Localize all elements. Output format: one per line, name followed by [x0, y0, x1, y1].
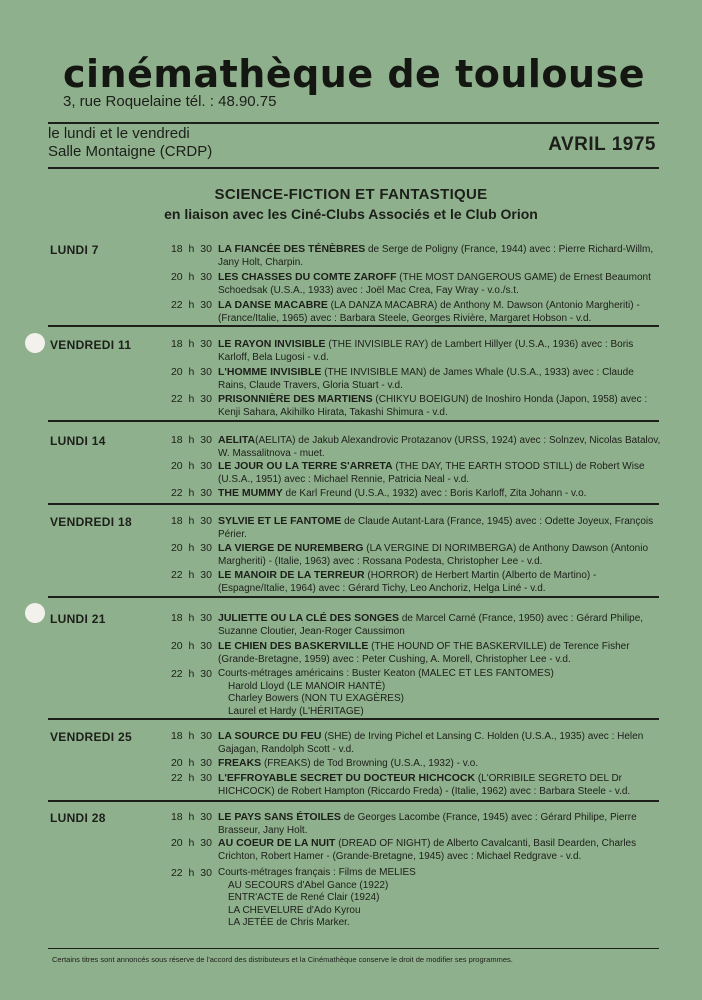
film-details: de Karl Freund (U.S.A., 1932) avec : Boris Karloff, Zita Johann - v.o.	[282, 488, 587, 499]
film-details: (CHIKYU BOEIGUN) de Inoshiro Honda (Japon, 1958) avec : Kenji Sahara, Akihilko Hirata, Takashi Shimura - v.d.	[218, 394, 648, 418]
film-details: Courts-métrages français : Films de MELIES	[218, 867, 416, 878]
film-details: de Serge de Poligny (France, 1944) avec : Pierre Richard-Willm, Jany Holt, Charpin.	[218, 244, 654, 268]
film-details: (DREAD OF NIGHT) de Alberto Cavalcanti, Basil Dearden, Charles Crichton, Robert Hamer - (Grande-Bretagne, 1945) avec : Michael Redgrave - v.d.	[218, 838, 637, 862]
screening-time: 20 h 30	[170, 460, 212, 472]
film-title: LE MANOIR DE LA TERREUR	[218, 569, 365, 581]
day-label: LUNDI 14	[50, 434, 106, 448]
film-details: (THE DAY, THE EARTH STOOD STILL) de Robert Wise (U.S.A., 1951) avec : Michael Rennie, Patricia Neal - v.d.	[218, 461, 645, 485]
screening-time: 20 h 30	[170, 366, 212, 378]
day-label: VENDREDI 18	[50, 515, 132, 529]
film-details: Courts-métrages américains : Buster Keaton (MALEC ET LES FANTOMES)	[218, 668, 554, 679]
short-film: Harold Lloyd (LE MANOIR HANTÉ)	[228, 680, 386, 692]
film-details: de Claude Autant-Lara (France, 1945) avec : Odette Joyeux, François Périer.	[218, 516, 654, 540]
film-title: JULIETTE OU LA CLÉ DES SONGES	[218, 612, 400, 624]
short-film: AU SECOURS d'Abel Gance (1922)	[228, 879, 389, 891]
film-title: L'EFFROYABLE SECRET DU DOCTEUR HICHCOCK	[218, 772, 476, 784]
film-details: (AELITA) de Jakub Alexandrovic Protazanov (URSS, 1924) avec : Solnzev, Nicolas Batalov, W. Massalitnova - muet.	[218, 435, 661, 459]
screening-time: 18 h 30	[170, 612, 212, 624]
short-film: LA JETÉE de Chris Marker.	[228, 917, 350, 928]
screening-time: 18 h 30	[170, 338, 212, 350]
short-film: ENTR'ACTE de René Clair (1924)	[228, 892, 380, 903]
footnote: Certains titres sont annoncés sous réserve de l'accord des distributeurs et la Cinémathèque conserve le droit de modifier ses programmes.	[52, 955, 513, 964]
film-details: (SHE) de Irving Pichel et Lansing C. Holden (U.S.A., 1935) avec : Helen Gajagan, Randolph Scott - v.d.	[218, 731, 644, 755]
address-line: 3, rue Roquelaine tél. : 48.90.75	[63, 93, 277, 110]
short-film: LA CHEVELURE d'Ado Kyrou	[228, 904, 361, 916]
screening-time: 22 h 30	[170, 772, 212, 784]
film-details: (THE MOST DANGEROUS GAME) de Ernest Beaumont Schoedsak (U.S.A., 1933) avec : Joël Mac Crea, Fay Wray - v.o./s.t.	[218, 272, 651, 296]
screening-time: 22 h 30	[170, 569, 212, 581]
screening-time: 22 h 30	[170, 299, 212, 311]
punch-hole	[25, 333, 45, 353]
screening-time: 22 h 30	[170, 487, 212, 499]
film-title: AELITA	[218, 434, 256, 446]
film-title: LE CHIEN DES BASKERVILLE	[218, 640, 369, 652]
cycle-subtitle: en liaison avec les Ciné-Clubs Associés et le Club Orion	[164, 206, 538, 222]
days-line: le lundi et le vendredi	[48, 125, 190, 142]
film-title: FREAKS	[218, 757, 262, 769]
screening-time: 22 h 30	[170, 867, 212, 879]
screening-time: 18 h 30	[170, 243, 212, 255]
screening-time: 18 h 30	[170, 515, 212, 527]
day-divider	[48, 325, 659, 327]
short-film: Laurel et Hardy (L'HÉRITAGE)	[228, 705, 364, 717]
day-divider	[48, 503, 659, 505]
film-details: (LA DANZA MACABRA) de Anthony M. Dawson (Antonio Margheriti) - (France/Italie, 1965) avec : Barbara Steele, Georges Rivière, Margaret Hobson - v.d.	[218, 300, 640, 324]
day-divider	[48, 420, 659, 422]
day-label: LUNDI 21	[50, 612, 106, 626]
day-label: LUNDI 7	[50, 243, 99, 257]
film-details: (THE HOUND OF THE BASKERVILLE) de Terence Fisher (Grande-Bretagne, 1959) avec : Peter Cushing, A. Morell, Christopher Lee - v.d.	[218, 641, 630, 665]
film-details: (HORROR) de Herbert Martin (Alberto de Martino) - (Espagne/Italie, 1964) avec : Gérard Tichy, Leo Anchoriz, Helga Liné - v.d.	[218, 570, 597, 594]
screening-time: 22 h 30	[170, 668, 212, 680]
film-title: SYLVIE ET LE FANTOME	[218, 515, 342, 527]
film-details: de Georges Lacombe (France, 1945) avec : Gérard Philipe, Pierre Brasseur, Jany Holt.	[218, 812, 637, 836]
schedule-info	[48, 125, 212, 161]
day-divider	[48, 596, 659, 598]
screening-time: 18 h 30	[170, 811, 212, 823]
venue-line: Salle Montaigne (CRDP)	[48, 143, 213, 160]
screening-time: 20 h 30	[170, 837, 212, 849]
screening-time: 20 h 30	[170, 757, 212, 769]
screening-time: 20 h 30	[170, 640, 212, 652]
film-details: (FREAKS) de Tod Browning (U.S.A., 1932) - v.o.	[261, 758, 479, 769]
month-label: AVRIL 1975	[548, 134, 656, 155]
film-title: AU COEUR DE LA NUIT	[218, 837, 336, 849]
day-divider	[48, 800, 659, 802]
short-film: Charley Bowers (NON TU EXAGÈRES)	[228, 693, 404, 704]
film-details: de Marcel Carné (France, 1950) avec : Gérard Philipe, Suzanne Cloutier, Jean-Roger Caussimon	[218, 613, 644, 637]
screening-time: 22 h 30	[170, 393, 212, 405]
film-title: L'HOMME INVISIBLE	[218, 366, 322, 378]
film-details: (LA VERGINE DI NORIMBERGA) de Anthony Dawson (Antonio Margheriti) - (Italie, 1963) avec : Rossana Podesta, Christopher Lee - v.d.	[218, 543, 649, 567]
day-label: VENDREDI 11	[50, 338, 132, 352]
film-details: (THE INVISIBLE RAY) de Lambert Hillyer (U.S.A., 1936) avec : Boris Karloff, Bela Lugosi - v.d.	[218, 339, 634, 363]
cycle-title: SCIENCE-FICTION ET FANTASTIQUE	[214, 186, 488, 203]
film-title: LA VIERGE DE NUREMBERG	[218, 542, 364, 554]
header-rule-top	[48, 122, 659, 124]
screening-time: 18 h 30	[170, 434, 212, 446]
film-title: LA FIANCÉE DES TÉNÈBRES	[218, 243, 366, 255]
footer-rule	[48, 948, 659, 949]
film-title: THE MUMMY	[218, 487, 283, 499]
day-label: VENDREDI 25	[50, 730, 132, 744]
day-label: LUNDI 28	[50, 811, 106, 825]
film-title: LE JOUR OU LA TERRE S'ARRETA	[218, 460, 393, 472]
film-details: (THE INVISIBLE MAN) de James Whale (U.S.A., 1933) avec : Claude Rains, Claude Travers, Gloria Stuart - v.d.	[218, 367, 634, 391]
film-title: LES CHASSES DU COMTE ZAROFF	[218, 271, 397, 283]
film-details: (L'ORRIBILE SEGRETO DEL Dr HICHCOCK) de Robert Hampton (Riccardo Freda) - (Italie, 1962) avec : Barbara Steele - v.d.	[218, 773, 631, 797]
day-divider	[48, 718, 659, 720]
punch-hole	[25, 603, 45, 623]
film-title: PRISONNIÈRE DES MARTIENS	[218, 393, 373, 405]
film-title: LA SOURCE DU FEU	[218, 730, 322, 742]
screening-time: 18 h 30	[170, 730, 212, 742]
cinematheque-title: cinémathèque de toulouse	[63, 52, 645, 96]
screening-time: 20 h 30	[170, 542, 212, 554]
header-rule-bottom	[48, 167, 659, 169]
screening-time: 20 h 30	[170, 271, 212, 283]
film-title: LE RAYON INVISIBLE	[218, 338, 326, 350]
film-title: LE PAYS SANS ÉTOILES	[218, 811, 341, 823]
film-title: LA DANSE MACABRE	[218, 299, 328, 311]
